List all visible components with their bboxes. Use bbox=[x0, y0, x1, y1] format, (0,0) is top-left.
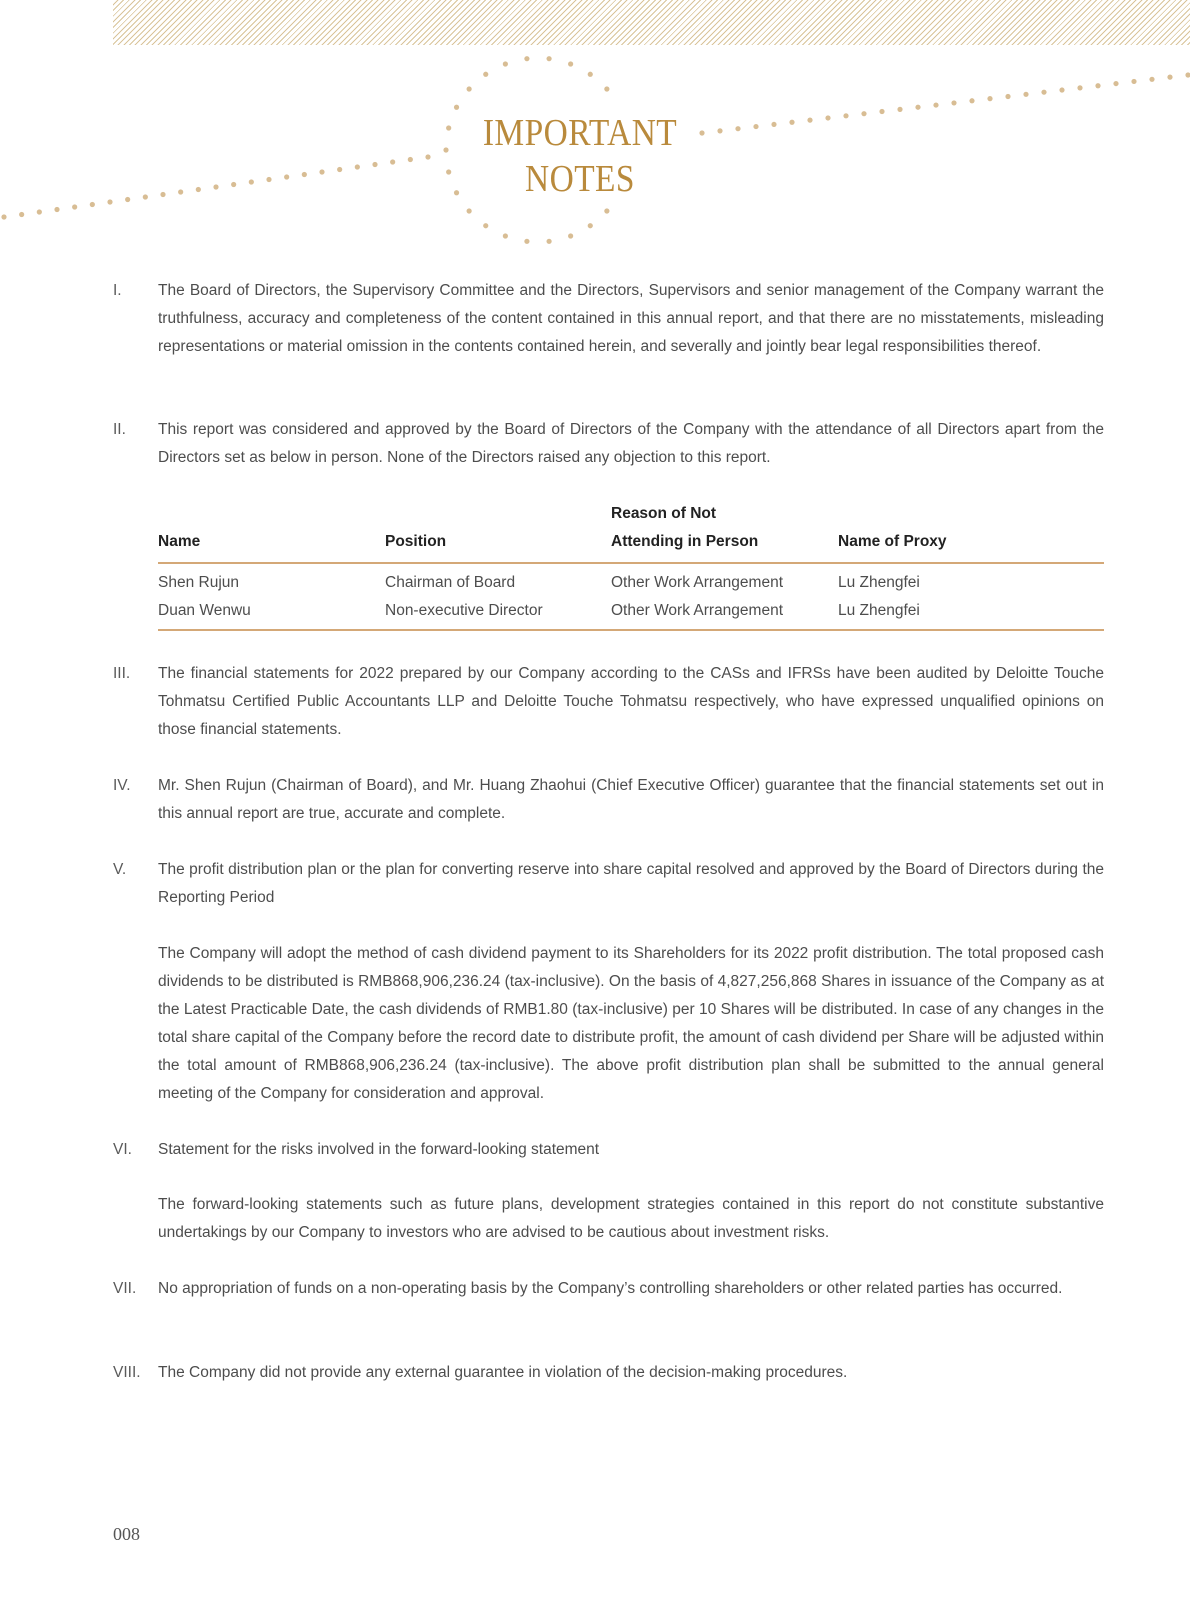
note-number: III. bbox=[113, 665, 131, 682]
col-header-reason-line2: Attending in Person bbox=[611, 533, 759, 550]
note-text: The profit distribution plan or the plan for converting reserve into share capital resolved and approved by the Board of Directors during the Reporting Period bbox=[158, 861, 1104, 906]
page-title-line2: NOTES bbox=[525, 158, 635, 200]
note-number: IV. bbox=[113, 777, 131, 794]
col-header-reason bbox=[611, 500, 838, 563]
note-item-8 bbox=[113, 1359, 1104, 1387]
col-header-position: Position bbox=[385, 500, 611, 563]
note-item-5 bbox=[113, 856, 1104, 912]
col-header-name: Name bbox=[158, 500, 385, 563]
note-item-7 bbox=[113, 1275, 1104, 1303]
note-text: The Board of Directors, the Supervisory Committee and the Directors, Supervisors and senior management of the Company warrant the truthfulness, accuracy and completeness of the content contained in this annual report, and that there are no misstatements, misleading representations or material omission in the contents contained herein, and severally and jointly bear legal responsibilities thereof. bbox=[158, 282, 1104, 355]
page-number: 008 bbox=[113, 1524, 140, 1544]
col-header-proxy: Name of Proxy bbox=[838, 500, 1104, 563]
cell-proxy: Lu Zhengfei bbox=[838, 574, 920, 591]
cell-name: Duan Wenwu bbox=[158, 597, 385, 630]
table-row bbox=[158, 563, 1104, 597]
note-5-detail: The Company will adopt the method of cash dividend payment to its Shareholders for its 2022 profit distribution. The total proposed cash dividends to be distributed is RMB868,906,236.24 (tax-inclusive). On the basis of 4,827,256,868 Shares in issuance of the Company as at the Latest Practicable Date, the cash dividends of RMB1.80 (tax-inclusive) per 10 Shares will be distributed. In case of any changes in the total share capital of the Company before the record date to distribute profit, the amount of cash dividend per Share will be adjusted within the total amount of RMB868,906,236.24 (tax-inclusive). The above profit distribution plan shall be submitted to the annual general meeting of the Company for consideration and approval. bbox=[158, 945, 1104, 1102]
note-text: This report was considered and approved by the Board of Directors of the Company with the attendance of all Directors apart from the Directors set as below in person. None of the Directors raised any objection to this report. bbox=[158, 421, 1104, 466]
note-item-1 bbox=[113, 277, 1104, 361]
note-number: VIII. bbox=[113, 1364, 141, 1381]
note-text: Mr. Shen Rujun (Chairman of Board), and Mr. Huang Zhaohui (Chief Executive Officer) guarantee that the financial statements set out in this annual report are true, accurate and complete. bbox=[158, 777, 1104, 822]
note-item-6 bbox=[113, 1136, 1104, 1164]
cell-position: Chairman of Board bbox=[385, 574, 516, 591]
table-row bbox=[158, 597, 1104, 630]
page-title-line1: IMPORTANT bbox=[482, 112, 678, 154]
cell-reason: Other Work Arrangement bbox=[611, 597, 838, 630]
col-header-reason-line1: Reason of Not bbox=[611, 505, 717, 522]
note-number: VII. bbox=[113, 1280, 137, 1297]
cell-name: Shen Rujun bbox=[158, 574, 240, 591]
note-number: VI. bbox=[113, 1141, 132, 1158]
note-item-3 bbox=[113, 660, 1104, 744]
note-item-4 bbox=[113, 772, 1104, 828]
table-header-row bbox=[158, 500, 1104, 563]
note-number: V. bbox=[113, 861, 127, 878]
note-text: Statement for the risks involved in the forward-looking statement bbox=[158, 1141, 600, 1158]
note-number: I. bbox=[113, 282, 122, 299]
note-item-2 bbox=[113, 416, 1104, 472]
cell-position: Non-executive Director bbox=[385, 597, 611, 630]
cell-reason: Other Work Arrangement bbox=[611, 574, 784, 591]
note-6-detail: The forward-looking statements such as future plans, development strategies contained in this report do not constitute substantive undertakings by our Company to investors who are advised to be cautious about investment risks. bbox=[158, 1196, 1104, 1241]
note-number: II. bbox=[113, 421, 126, 438]
note-text: The financial statements for 2022 prepared by our Company according to the CASs and IFRSs have been audited by Deloitte Touche Tohmatsu Certified Public Accountants LLP and Deloitte Touche Tohmatsu respectively, who have expressed unqualified opinions on those financial statements. bbox=[158, 665, 1104, 738]
note-text: The Company did not provide any external guarantee in violation of the decision-making procedures. bbox=[158, 1364, 848, 1381]
attendance-table bbox=[158, 500, 1104, 631]
note-text: No appropriation of funds on a non-operating basis by the Company’s controlling shareholders or other related parties has occurred. bbox=[158, 1280, 1063, 1297]
cell-proxy: Lu Zhengfei bbox=[838, 597, 1104, 630]
